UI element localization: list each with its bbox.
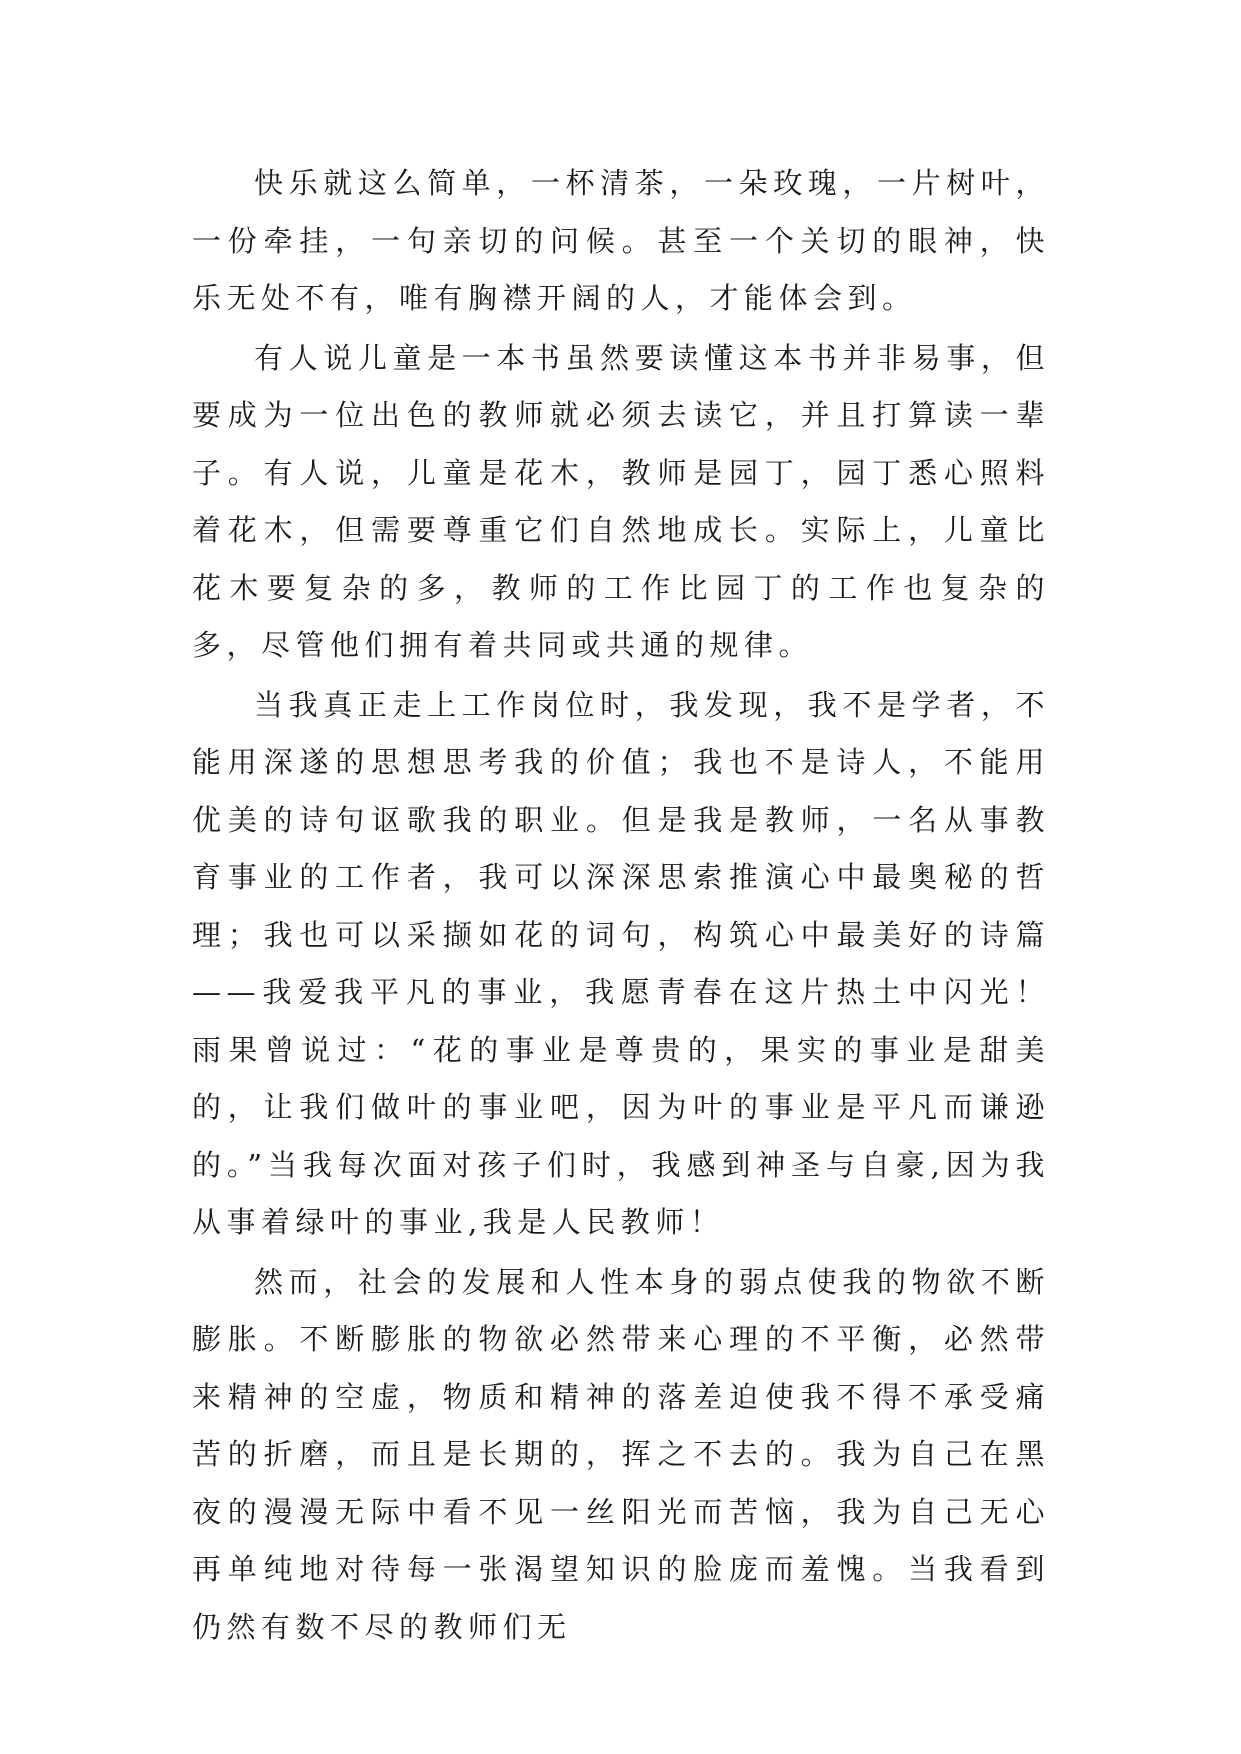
paragraph-3: 当我真正走上工作岗位时，我发现，我不是学者，不能用深遂的思想思考我的价值；我也不是诗人，不能用优美的诗句讴歌我的职业。但是我是教师，一名从事教育事业的工作者，我可以深深思索推演心中最奥秘的哲理；我也可以采撷如花的词句，构筑心中最美好的诗篇——我爱我平凡的事业，我愿青春在这片热土中闪光！雨果曾说过：“花的事业是尊贵的，果实的事业是甜美的，让我们做叶的事业吧，因为叶的事业是平凡而谦逊的。”当我每次面对孩子们时，我感到神圣与自豪,因为我从事着绿叶的事业,我是人民教师！ [192,687,1050,1239]
document-body [192,155,1050,1658]
paragraph-2: 有人说儿童是一本书虽然要读懂这本书并非易事，但要成为一位出色的教师就必须去读它，并且打算读一辈子。有人说，儿童是花木，教师是园丁，园丁悉心照料着花木，但需要尊重它们自然地成长。实际上，儿童比花木要复杂的多，教师的工作比园丁的工作也复杂的多，尽管他们拥有着共同或共通的规律。 [192,340,1050,662]
paragraph-4: 然而，社会的发展和人性本身的弱点使我的物欲不断膨胀。不断膨胀的物欲必然带来心理的不平衡，必然带来精神的空虚，物质和精神的落差迫使我不得不承受痛苦的折磨，而且是长期的，挥之不去的。我为自己在黑夜的漫漫无际中看不见一丝阳光而苦恼，我为自己无心再单纯地对待每一张渴望知识的脸庞而羞愧。当我看到仍然有数不尽的教师们无 [192,1264,1050,1644]
paragraph-1: 快乐就这么简单，一杯清茶，一朵玫瑰，一片树叶，一份牵挂，一句亲切的问候。甚至一个关切的眼神，快乐无处不有，唯有胸襟开阔的人，才能体会到。 [192,166,1050,315]
